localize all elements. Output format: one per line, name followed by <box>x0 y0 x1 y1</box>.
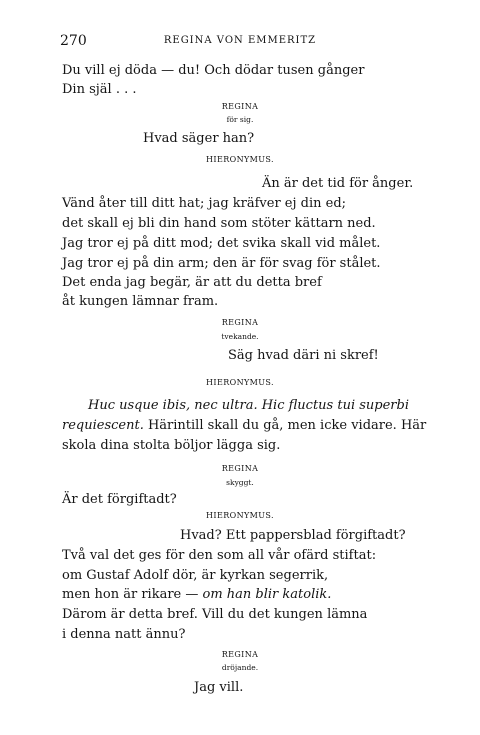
verse-line <box>62 587 331 603</box>
stage-direction: skyggt. <box>226 478 254 487</box>
verse-line: Två val det ges för den som all vår ofärd stiftat: <box>62 548 377 563</box>
page-header <box>60 33 420 53</box>
latin-text: requiescent. <box>62 418 144 433</box>
verse-line: Din själ . . . <box>62 82 137 97</box>
speaker-name: REGINA <box>221 650 259 659</box>
verse-line: det skall ej bli din hand som stöter kättarn ned. <box>62 216 376 231</box>
speaker-name: HIERONYMUS. <box>206 378 274 387</box>
emphasis-text: om han blir katolik. <box>202 587 332 602</box>
verse-line: Jag tror ej på ditt mod; det svika skall vid målet. <box>62 236 381 251</box>
speaker-name: HIERONYMUS. <box>206 155 274 164</box>
verse-line: Därom är detta bref. Vill du det kungen lämna <box>62 607 368 622</box>
verse-line: Jag vill. <box>194 680 244 695</box>
verse-line: Än är det tid för ånger. <box>262 176 414 191</box>
page-number: 270 <box>60 33 87 49</box>
latin-line: Huc usque ibis, nec ultra. Hic fluctus tui superbi <box>88 398 409 413</box>
stage-direction: dröjande. <box>221 663 259 672</box>
verse-line: Hvad? Ett pappersblad förgiftadt? <box>180 528 406 543</box>
prose-line <box>62 418 426 434</box>
running-title: REGINA VON EMMERITZ <box>163 35 317 46</box>
prose-line: skola dina stolta böljor lägga sig. <box>62 438 281 453</box>
speaker-name: REGINA <box>221 318 259 327</box>
verse-line: Är det förgiftadt? <box>62 492 177 507</box>
verse-text: men hon är rikare — <box>62 587 203 602</box>
speaker-name: REGINA <box>221 102 259 111</box>
stage-direction: för sig. <box>226 115 254 124</box>
verse-line: Vänd åter till ditt hat; jag kräfver ej din ed; <box>62 196 347 211</box>
stage-direction: tvekande. <box>221 332 259 341</box>
speaker-name: REGINA <box>221 464 259 473</box>
verse-line: Det enda jag begär, är att du detta bref <box>62 275 322 290</box>
verse-line: i denna natt ännu? <box>62 627 186 642</box>
verse-line: Jag tror ej på din arm; den är för svag för stålet. <box>62 256 381 271</box>
speaker-name: HIERONYMUS. <box>206 511 274 520</box>
verse-line: om Gustaf Adolf dör, är kyrkan segerrik, <box>62 568 329 583</box>
verse-line: åt kungen lämnar fram. <box>62 294 219 309</box>
prose-text: Härintill skall du gå, men icke vidare. Här <box>143 418 427 433</box>
verse-line: Hvad säger han? <box>143 131 255 146</box>
verse-line: Du vill ej döda — du! Och dödar tusen gånger <box>62 63 365 78</box>
verse-line: Säg hvad däri ni skref! <box>228 348 379 363</box>
